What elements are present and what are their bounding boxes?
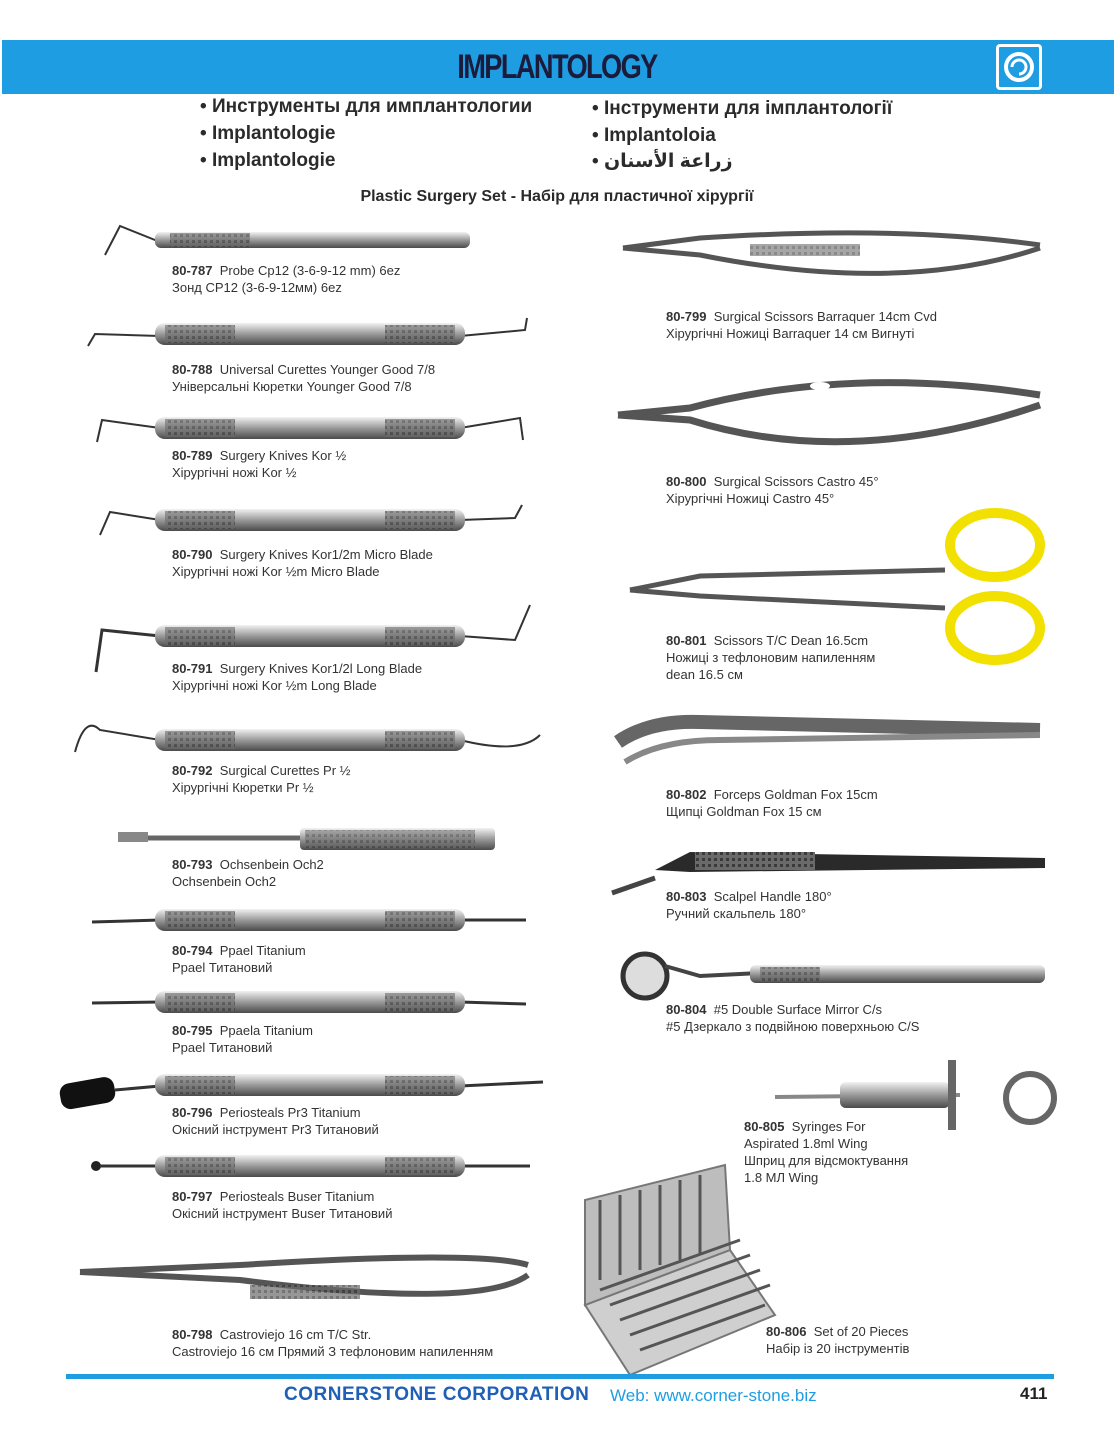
- product-caption-80-793: [172, 856, 324, 890]
- product-caption-80-789: [172, 447, 346, 481]
- scalpel-handle-icon: [612, 852, 1045, 893]
- product-code: 80-796: [172, 1105, 213, 1120]
- mirror-icon: [623, 954, 1045, 998]
- product-caption-80-795: [172, 1022, 313, 1056]
- product-name-en: Surgery Knives Kor1/2m Micro Blade: [219, 547, 433, 562]
- product-name-local: Окісний інструмент Buser Титановий: [172, 1206, 393, 1221]
- product-name-local: Хірургічні ножі Kor ½: [172, 465, 297, 480]
- company-name: CORNERSTONE CORPORATION: [284, 1384, 590, 1405]
- product-caption-80-792: [172, 762, 351, 796]
- product-code: 80-795: [172, 1023, 213, 1038]
- product-code: 80-804: [666, 1002, 707, 1017]
- product-caption-80-806: [766, 1323, 909, 1357]
- probe-icon: [105, 226, 470, 255]
- product-name-local: Набір із 20 інструментів: [766, 1341, 910, 1356]
- product-name-local: Castroviejo 16 см Прямий З тефлоновим напиленням: [172, 1344, 494, 1359]
- instrument-cassette-icon: [585, 1165, 775, 1375]
- product-name-en: Ppaela Titanium: [219, 1023, 313, 1038]
- product-name-en: Probe Cp12 (3-6-9-12 mm) 6ez: [219, 263, 401, 278]
- product-code: 80-801: [666, 633, 707, 648]
- product-name-en: Syringes For: [791, 1119, 866, 1134]
- product-code: 80-791: [172, 661, 213, 676]
- product-code: 80-794: [172, 943, 213, 958]
- product-caption-80-802: [666, 786, 878, 820]
- knife-micro-icon: [100, 505, 522, 535]
- product-name-local: Ножиці з тефлоновим напиленням: [666, 650, 876, 665]
- product-code: 80-797: [172, 1189, 213, 1204]
- product-name-en: Surgical Scissors Castro 45°: [713, 474, 879, 489]
- product-code: 80-789: [172, 448, 213, 463]
- language-item-ru: • Инструменты для имплантологии: [200, 96, 532, 118]
- castroviejo-icon: [80, 1258, 528, 1300]
- language-item-ar: • زراعة الأسنان: [592, 150, 733, 173]
- language-item-de: • Implantologie: [200, 123, 335, 145]
- surgical-curette-icon: [75, 726, 540, 752]
- page-title: IMPLANTOLOGY: [457, 48, 657, 86]
- product-caption-80-790: [172, 546, 433, 580]
- product-name-local: Хірургічні ножі Kor ½m Micro Blade: [172, 564, 380, 579]
- product-name-local: Хірургічні ножі Kor ½m Long Blade: [172, 678, 377, 693]
- product-name-en: Periosteals Buser Titanium: [219, 1189, 375, 1204]
- periosteal-buser-icon: [91, 1155, 530, 1177]
- product-name-en: Scissors T/C Dean 16.5cm: [713, 633, 869, 648]
- product-caption-80-798: [172, 1326, 493, 1360]
- product-code: 80-787: [172, 263, 213, 278]
- ochsenbein-icon: [118, 828, 495, 850]
- product-name-en: Surgery Knives Kor ½: [219, 448, 347, 463]
- product-code: 80-792: [172, 763, 213, 778]
- language-item-fr: • Implantologie: [200, 150, 335, 172]
- product-name-en: Periosteals Pr3 Titanium: [219, 1105, 361, 1120]
- product-name-en: Forceps Goldman Fox 15cm: [713, 787, 878, 802]
- language-item-uk: • Інструменти для імплантології: [592, 98, 892, 120]
- product-code: 80-799: [666, 309, 707, 324]
- product-name-local: Щипці Goldman Fox 15 см: [666, 804, 822, 819]
- product-name-en: Set of 20 Pieces: [813, 1324, 909, 1339]
- product-name-en: Ppael Titanium: [219, 943, 306, 958]
- product-caption-80-805: [744, 1118, 908, 1186]
- curette-icon: [88, 318, 527, 346]
- product-name-en: Surgical Curettes Pr ½: [219, 763, 351, 778]
- product-caption-80-799: [666, 308, 937, 342]
- product-name-local: Хірургічні Ножиці Barraquer 14 см Вигнуті: [666, 326, 915, 341]
- product-name-local-line2: dean 16.5 см: [666, 667, 743, 682]
- product-caption-80-800: [666, 473, 879, 507]
- footer-divider: [66, 1374, 1054, 1379]
- product-name-local: Ppael Титановий: [172, 960, 273, 975]
- product-name-en-line2: Aspirated 1.8ml Wing: [744, 1136, 868, 1151]
- product-code: 80-788: [172, 362, 213, 377]
- product-code: 80-798: [172, 1327, 213, 1342]
- product-name-en: #5 Double Surface Mirror C/s: [713, 1002, 883, 1017]
- product-name-local: Хірургічні Ножиці Castro 45°: [666, 491, 835, 506]
- castro-scissors-icon: [618, 382, 1040, 454]
- product-name-local: Універсальні Кюретки Younger Good 7/8: [172, 379, 412, 394]
- product-name-en: Castroviejo 16 cm T/C Str.: [219, 1327, 372, 1342]
- product-code: 80-803: [666, 889, 707, 904]
- product-name-en: Universal Curettes Younger Good 7/8: [219, 362, 436, 377]
- ppael-icon: [92, 909, 526, 931]
- product-caption-80-794: [172, 942, 306, 976]
- product-name-local-line2: 1.8 МЛ Wing: [744, 1170, 819, 1185]
- product-caption-80-791: [172, 660, 422, 694]
- section-subtitle: Plastic Surgery Set - Набір для пластичної хірургії: [360, 188, 754, 205]
- knife-icon: [97, 417, 523, 442]
- barraquer-scissors-icon: [623, 233, 1040, 274]
- product-name-local: Шприц для відсмоктування: [744, 1153, 909, 1168]
- product-code: 80-790: [172, 547, 213, 562]
- product-caption-80-787: [172, 262, 400, 296]
- language-item-it: • Implantoloia: [592, 125, 716, 147]
- page-number: 411: [1020, 1384, 1048, 1403]
- forceps-icon: [618, 722, 1040, 762]
- product-code: 80-805: [744, 1119, 785, 1134]
- product-name-en: Surgery Knives Kor1/2l Long Blade: [219, 661, 423, 676]
- product-caption-80-797: [172, 1188, 392, 1222]
- product-name-local: Зонд CP12 (3-6-9-12мм) 6ez: [172, 280, 342, 295]
- product-caption-80-803: [666, 888, 832, 922]
- product-code: 80-802: [666, 787, 707, 802]
- product-name-en: Scalpel Handle 180°: [713, 889, 832, 904]
- product-caption-80-788: [172, 361, 435, 395]
- product-code: 80-806: [766, 1324, 807, 1339]
- product-name-local: Ручний скальпель 180°: [666, 906, 807, 921]
- website-link[interactable]: Web: www.corner-stone.biz: [610, 1386, 817, 1405]
- product-caption-80-801: [666, 632, 875, 683]
- product-name-local: Окісний інструмент Pr3 Титановий: [172, 1122, 379, 1137]
- product-name-local: #5 Дзеркало з подвійною поверхньою C/S: [666, 1019, 920, 1034]
- product-caption-80-796: [172, 1104, 379, 1138]
- ppaela-icon: [92, 991, 526, 1013]
- product-name-local: Ochsenbein Och2: [172, 874, 277, 889]
- product-name-local: Ppael Титановий: [172, 1040, 273, 1055]
- product-code: 80-793: [172, 857, 213, 872]
- product-name-en: Surgical Scissors Barraquer 14cm Cvd: [713, 309, 937, 324]
- product-name-en: Ochsenbein Och2: [219, 857, 324, 872]
- product-caption-80-804: [666, 1001, 919, 1035]
- product-name-local: Хірургічні Кюретки Pr ½: [172, 780, 314, 795]
- product-code: 80-800: [666, 474, 707, 489]
